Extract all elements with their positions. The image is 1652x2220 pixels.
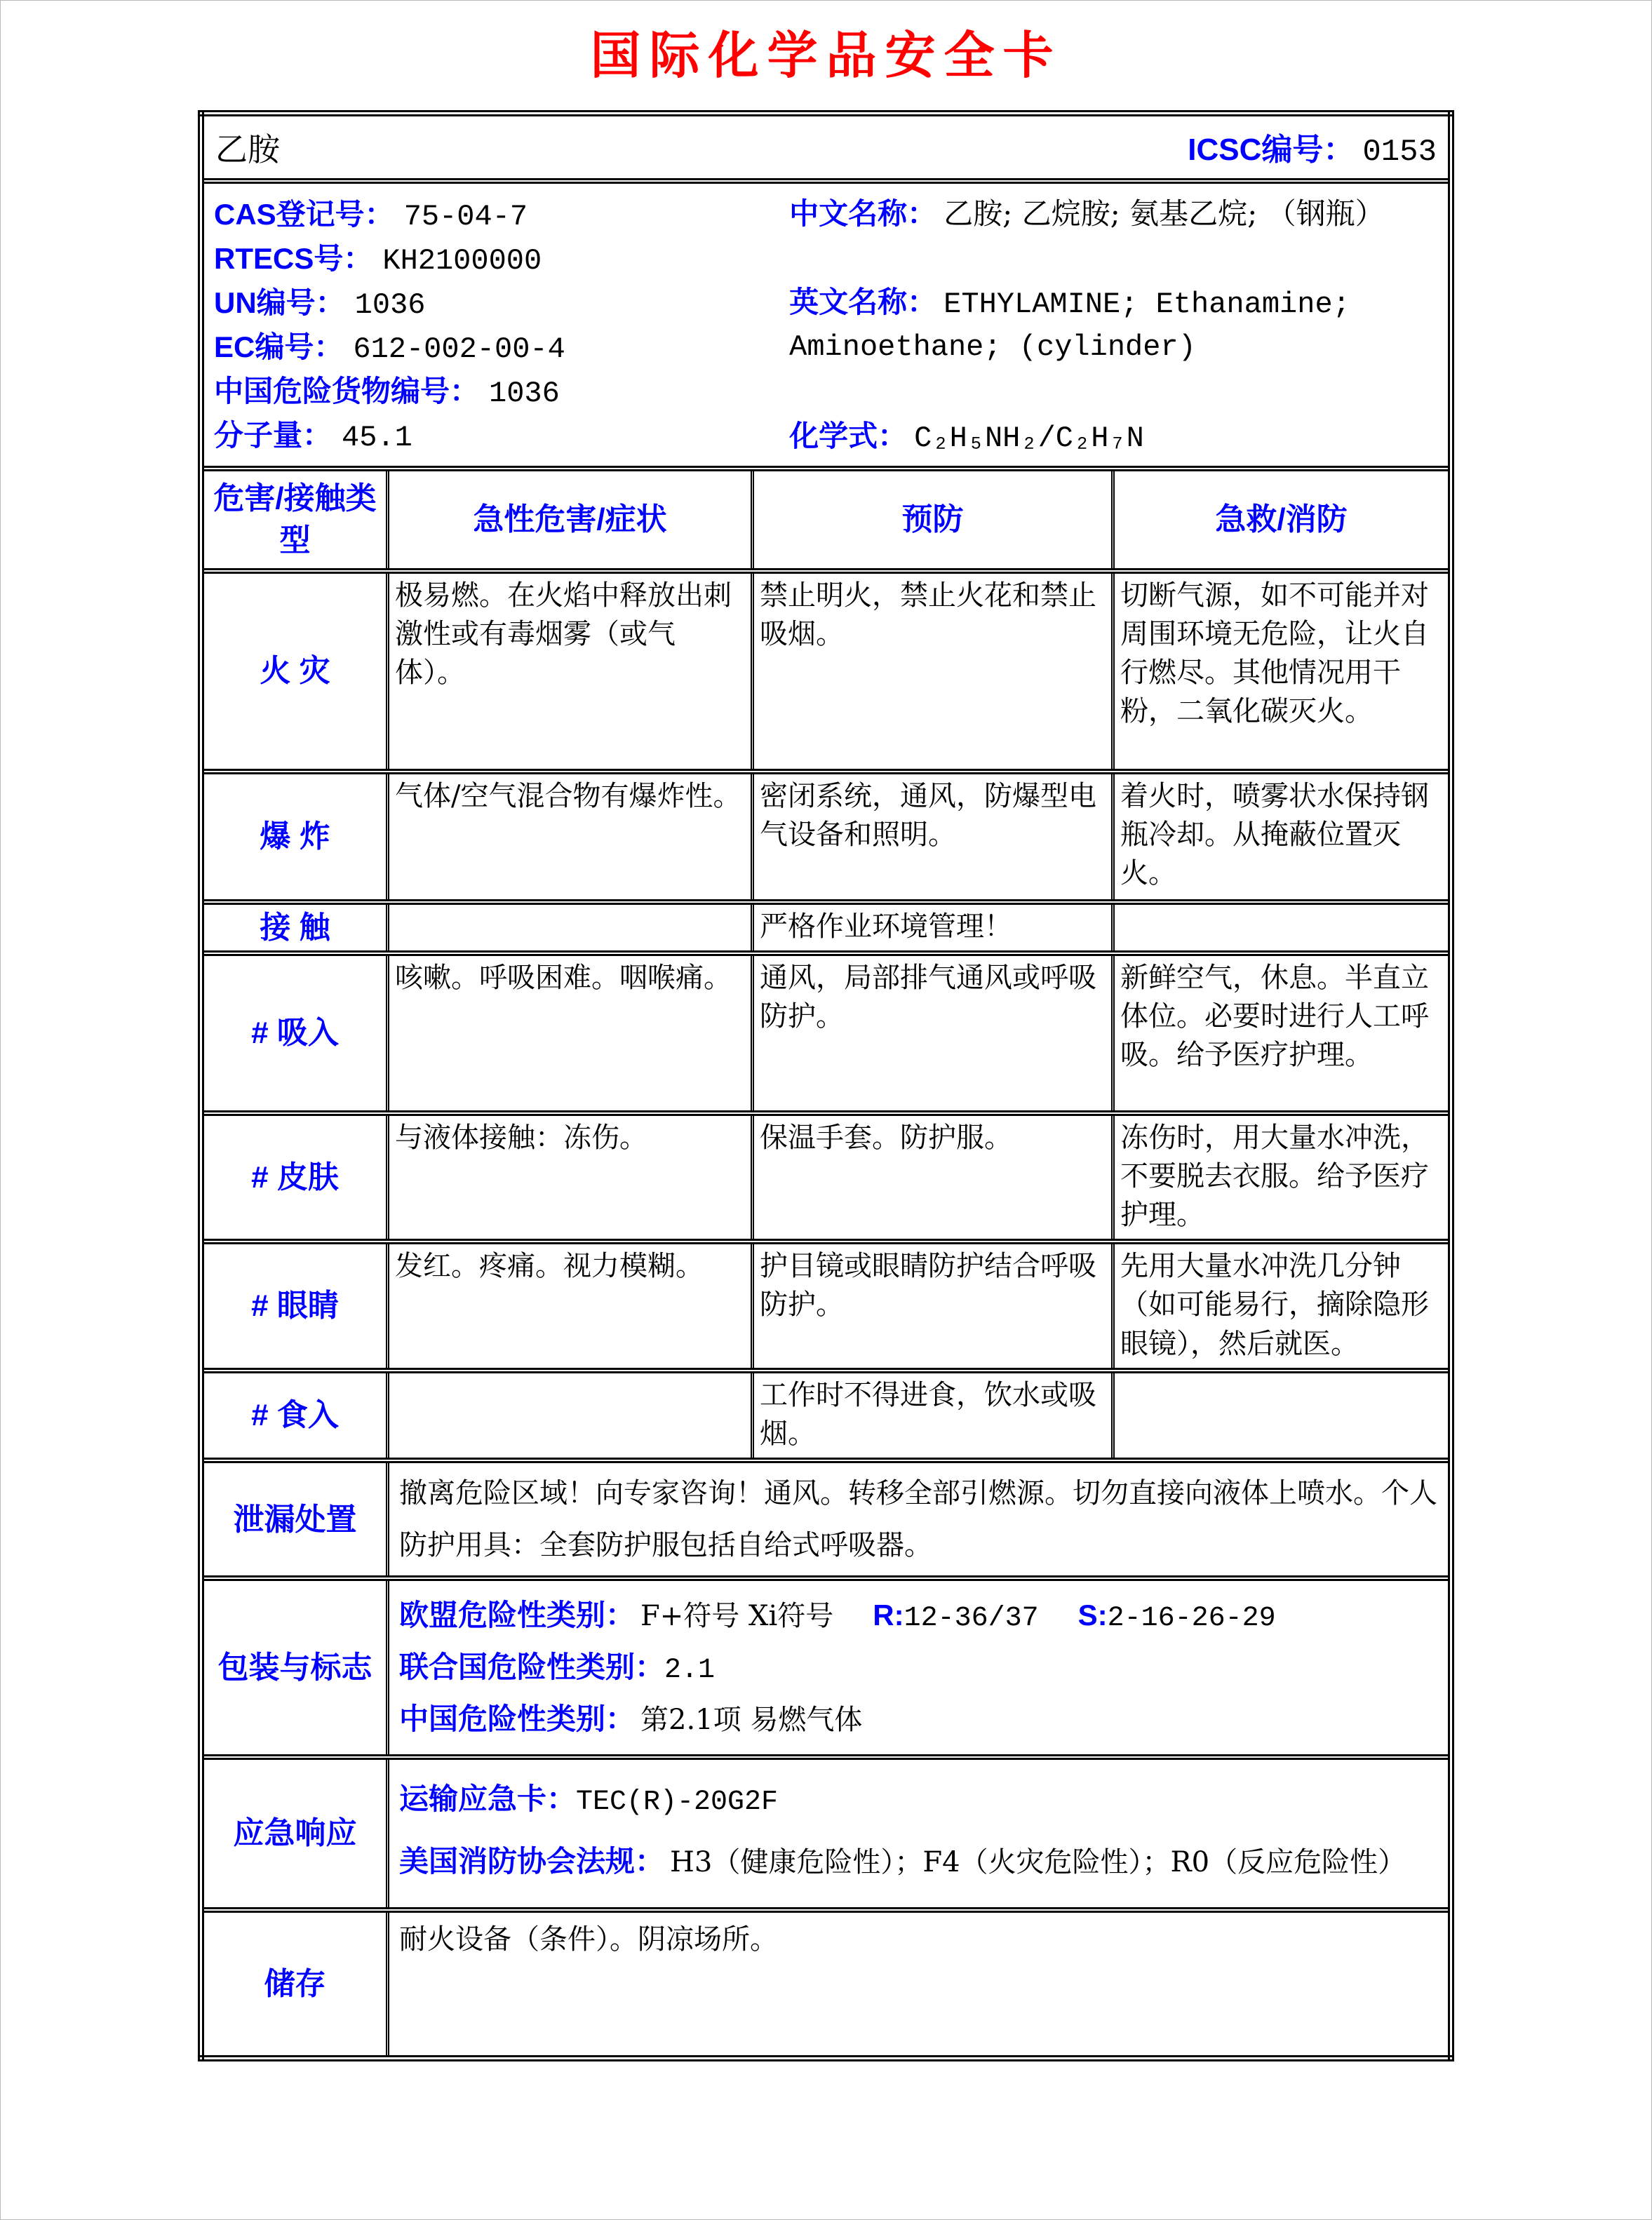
un-number-line: UN编号： 1036 — [214, 285, 426, 322]
eyes-prevention: 护目镜或眼睛防护结合呼吸防护。 — [753, 1242, 1113, 1371]
table-row-packaging — [201, 1578, 1451, 1757]
page-title: 国际化学品安全卡 — [590, 28, 1062, 84]
table-row-fire — [201, 571, 1451, 772]
storage-text-cell: 耐火设备（条件）。阴凉场所。 — [388, 1910, 1451, 2059]
header-prevention: 预防 — [753, 469, 1113, 571]
inhalation-symptoms: 咳嗽。呼吸困难。咽喉痛。 — [388, 953, 753, 1113]
emergency-text-cell — [388, 1757, 1451, 1910]
molecular-weight-line: 分子量： 45.1 — [214, 418, 412, 455]
table-row-inhalation — [201, 953, 1451, 1113]
row-label-storage: 储存 — [201, 1910, 388, 2059]
row-label-spill: 泄漏处置 — [201, 1460, 388, 1578]
explosion-symptoms: 气体/空气混合物有爆炸性。 — [388, 772, 753, 902]
table-row-emergency — [201, 1757, 1451, 1910]
hazard-header-row — [201, 469, 1451, 571]
exposure-prevention: 严格作业环境管理！ — [753, 902, 1113, 953]
china-dg-number-line: 中国危险货物编号： 1036 — [214, 374, 560, 410]
fire-symptoms: 极易燃。在火焰中释放出刺激性或有毒烟雾（或气体）。 — [388, 571, 753, 772]
fire-response: 切断气源，如不可能并对周围环境无危险，让火自行燃尽。其他情况用干粉，二氧化碳灭火。 — [1113, 571, 1451, 772]
explosion-response: 着火时，喷雾状水保持钢瓶冷却。从掩蔽位置灭火。 — [1113, 772, 1451, 902]
substance-name: 乙胺 — [215, 130, 280, 168]
skin-symptoms: 与液体接触：冻伤。 — [388, 1113, 753, 1242]
ingestion-symptoms — [388, 1371, 753, 1460]
eyes-response: 先用大量水冲洗几分钟（如可能易行，摘除隐形眼镜），然后就医。 — [1113, 1242, 1451, 1371]
row-label-emergency: 应急响应 — [201, 1757, 388, 1910]
header-acute-symptoms: 急性危害/症状 — [388, 469, 753, 571]
exposure-response — [1113, 902, 1451, 953]
row-label-ingestion: # 食入 — [201, 1371, 388, 1460]
name-list — [789, 194, 1438, 459]
chemical-formula-line: 化学式： C₂H₅NH₂/C₂H₇N — [789, 419, 1144, 455]
explosion-prevention: 密闭系统，通风，防爆型电气设备和照明。 — [753, 772, 1113, 902]
rtecs-number-line: RTECS号： KH2100000 — [214, 241, 542, 278]
row-label-exposure: 接 触 — [201, 902, 388, 953]
row-label-packaging: 包装与标志 — [201, 1578, 388, 1757]
nfpa-code-line: 美国消防协会法规： H3（健康危险性）；F4（火灾危险性）；R0（反应危险性） — [399, 1844, 1406, 1878]
exposure-symptoms — [388, 902, 753, 953]
table-row-explosion — [201, 772, 1451, 902]
inhalation-prevention: 通风，局部排气通风或呼吸防护。 — [753, 953, 1113, 1113]
icsc-number-field — [1188, 124, 1437, 170]
card-header-row — [201, 114, 1451, 181]
table-row-spill — [201, 1460, 1451, 1578]
skin-response: 冻伤时，用大量水冲洗，不要脱去衣服。给予医疗护理。 — [1113, 1113, 1451, 1242]
un-hazard-class-line: 联合国危险性类别：2.1 — [399, 1650, 716, 1687]
header-first-aid: 急救/消防 — [1113, 469, 1451, 571]
ingestion-response — [1113, 1371, 1451, 1460]
packaging-text-cell — [388, 1578, 1451, 1757]
table-row-storage — [201, 1910, 1451, 2059]
transport-emergency-card-line: 运输应急卡：TEC(R)-20G2F — [399, 1782, 779, 1818]
table-row-eyes — [201, 1242, 1451, 1371]
table-row-ingestion — [201, 1371, 1451, 1460]
cas-number-line: CAS登记号： 75-04-7 — [214, 197, 528, 234]
table-row-skin — [201, 1113, 1451, 1242]
fire-prevention: 禁止明火，禁止火花和禁止吸烟。 — [753, 571, 1113, 772]
inhalation-response: 新鲜空气，休息。半直立体位。必要时进行人工呼吸。给予医疗护理。 — [1113, 953, 1451, 1113]
icsc-number: 0153 — [1362, 135, 1437, 170]
spill-text-cell: 撤离危险区域！向专家咨询！通风。转移全部引燃源。切勿直接向液体上喷水。个人防护用具：全套防护服包括自给式呼吸器。 — [388, 1460, 1451, 1578]
english-name-line: 英文名称： ETHYLAMINE; Ethanamine; Aminoethane; (cylinder) — [789, 285, 1350, 364]
identifier-list — [214, 194, 789, 459]
ec-number-line: EC编号： 612-002-00-4 — [214, 330, 565, 366]
row-label-skin: # 皮肤 — [201, 1113, 388, 1242]
chinese-name-line: 中文名称： 乙胺; 乙烷胺; 氨基乙烷; （钢瓶） — [789, 196, 1385, 231]
eu-hazard-class-line: 欧盟危险性类别： F+符号 Xi符号 R:12-36/37 S:2-16-26-29 — [399, 1599, 1276, 1635]
row-label-inhalation: # 吸入 — [201, 953, 388, 1113]
ingestion-prevention: 工作时不得进食，饮水或吸烟。 — [753, 1371, 1113, 1460]
row-label-eyes: # 眼睛 — [201, 1242, 388, 1371]
safety-card-table — [198, 110, 1454, 2061]
row-label-fire: 火 灾 — [201, 571, 388, 772]
identifiers-row — [201, 181, 1451, 469]
header-hazard-type: 危害/接触类型 — [201, 469, 388, 571]
table-row-exposure — [201, 902, 1451, 953]
eyes-symptoms: 发红。疼痛。视力模糊。 — [388, 1242, 753, 1371]
icsc-label: ICSC编号： — [1188, 133, 1355, 168]
china-hazard-class-line: 中国危险性类别： 第2.1项 易燃气体 — [399, 1702, 863, 1737]
skin-prevention: 保温手套。防护服。 — [753, 1113, 1113, 1242]
row-label-explosion: 爆 炸 — [201, 772, 388, 902]
